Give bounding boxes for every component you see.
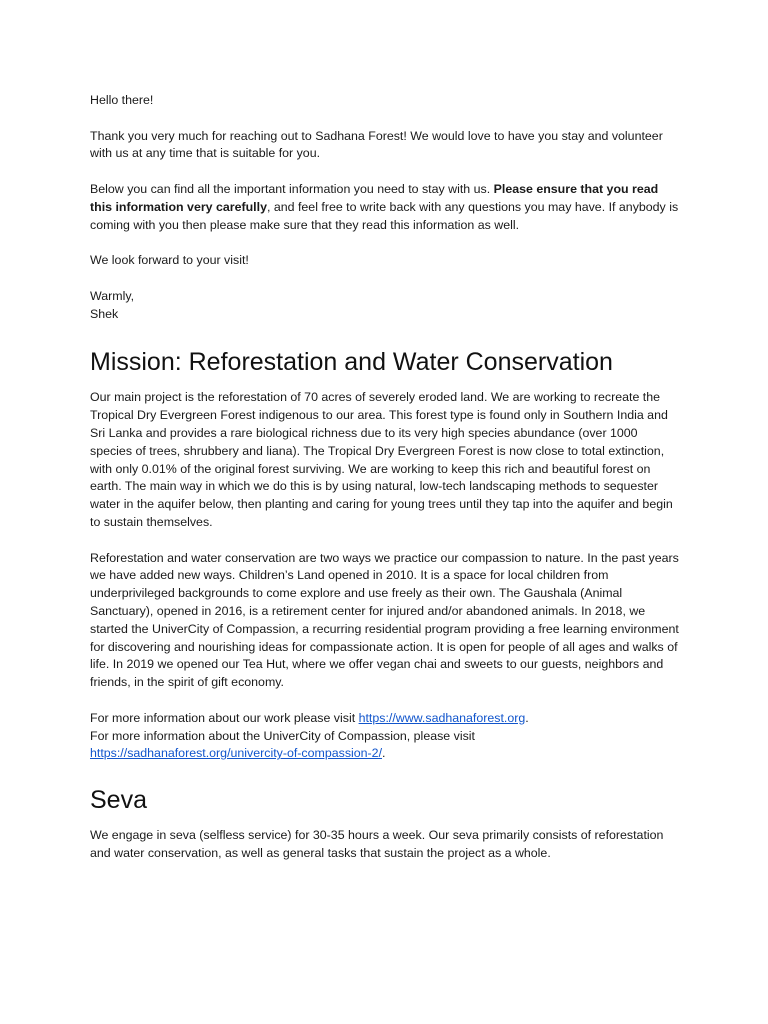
- work-info-end: .: [525, 710, 529, 725]
- univercity-info-text: For more information about the UniverCity of Compassion, please visit: [90, 728, 475, 743]
- mission-paragraph-2: Reforestation and water conservation are two ways we practice our compassion to nature. In the past years we have added new ways. Children’s Land opened in 2010. It is a space for local children from underprivileged backgrounds to come explore and use freely as their own. The Gaushala (Animal Sanctuary), opened in 2016, is a retirement center for injured and/or abandoned animals. In 2018, we started the UniverCity of Compassion, a recurring residential program providing a free learning environment for discovering and nourishing ideas for compassionate action. It is open for people of all ages and walks of life. In 2019 we opened our Tea Hut, where we offer vegan chai and sweets to our guests, neighbors and friends, in the spirit of gift economy.: [90, 550, 679, 690]
- info-text-post: , and feel free to write back with any questions you may have. If anybody is coming with you then please make sure that they read this information as well.: [90, 199, 679, 232]
- seva-paragraph: We engage in seva (selfless service) for 30-35 hours a week. Our seva primarily consists of reforestation and water conservation, as well as general tasks that sustain the project as a whole.: [90, 828, 664, 860]
- document-page: [90, 92, 680, 880]
- signoff-block: [90, 288, 680, 324]
- univercity-info-line: [90, 745, 680, 763]
- work-info-text: For more information about our work please visit: [90, 710, 359, 725]
- signoff: Warmly,: [90, 288, 135, 303]
- info-text-bold: Please ensure that you read this information very carefully: [90, 181, 659, 214]
- mission-heading: Mission: Reforestation and Water Conservation: [90, 348, 613, 377]
- univercity-link[interactable]: https://sadhanaforest.org/univercity-of-compassion-2/: [90, 746, 383, 761]
- info-paragraph: [90, 181, 680, 234]
- thanks-paragraph: Thank you very much for reaching out to Sadhana Forest! We would love to have you stay and volunteer with us at any time that is suitable for you.: [90, 128, 663, 161]
- look-forward-paragraph: We look forward to your visit!: [90, 253, 249, 268]
- signature: Shek: [90, 306, 119, 321]
- info-text-pre: Below you can find all the important information you need to stay with us.: [90, 181, 494, 196]
- mission-paragraph-1: Our main project is the reforestation of 70 acres of severely eroded land. We are working to recreate the Tropical Dry Evergreen Forest indigenous to our area. This forest type is found only in Southern India and Sri Lanka and provides a rare biological richness due to its very high species abundance (over 1000 species of trees, shrubbery and liana). The Tropical Dry Evergreen Forest is now close to total extinction, with only 0.01% of the original forest surviving. We are working to keep this rich and beautiful forest on earth. The main way in which we do this is by using natural, low-tech landscaping methods to sequester water in the aquifer below, then planting and caring for young trees until they tap into the aquifer and begin to sustain themselves.: [90, 390, 673, 529]
- greeting: Hello there!: [90, 93, 154, 107]
- work-info-line: [90, 710, 680, 728]
- more-info-paragraph: [90, 710, 680, 763]
- seva-heading: Seva: [90, 786, 147, 815]
- univercity-info-end: .: [382, 746, 386, 761]
- website-link[interactable]: https://www.sadhanaforest.org: [358, 710, 526, 725]
